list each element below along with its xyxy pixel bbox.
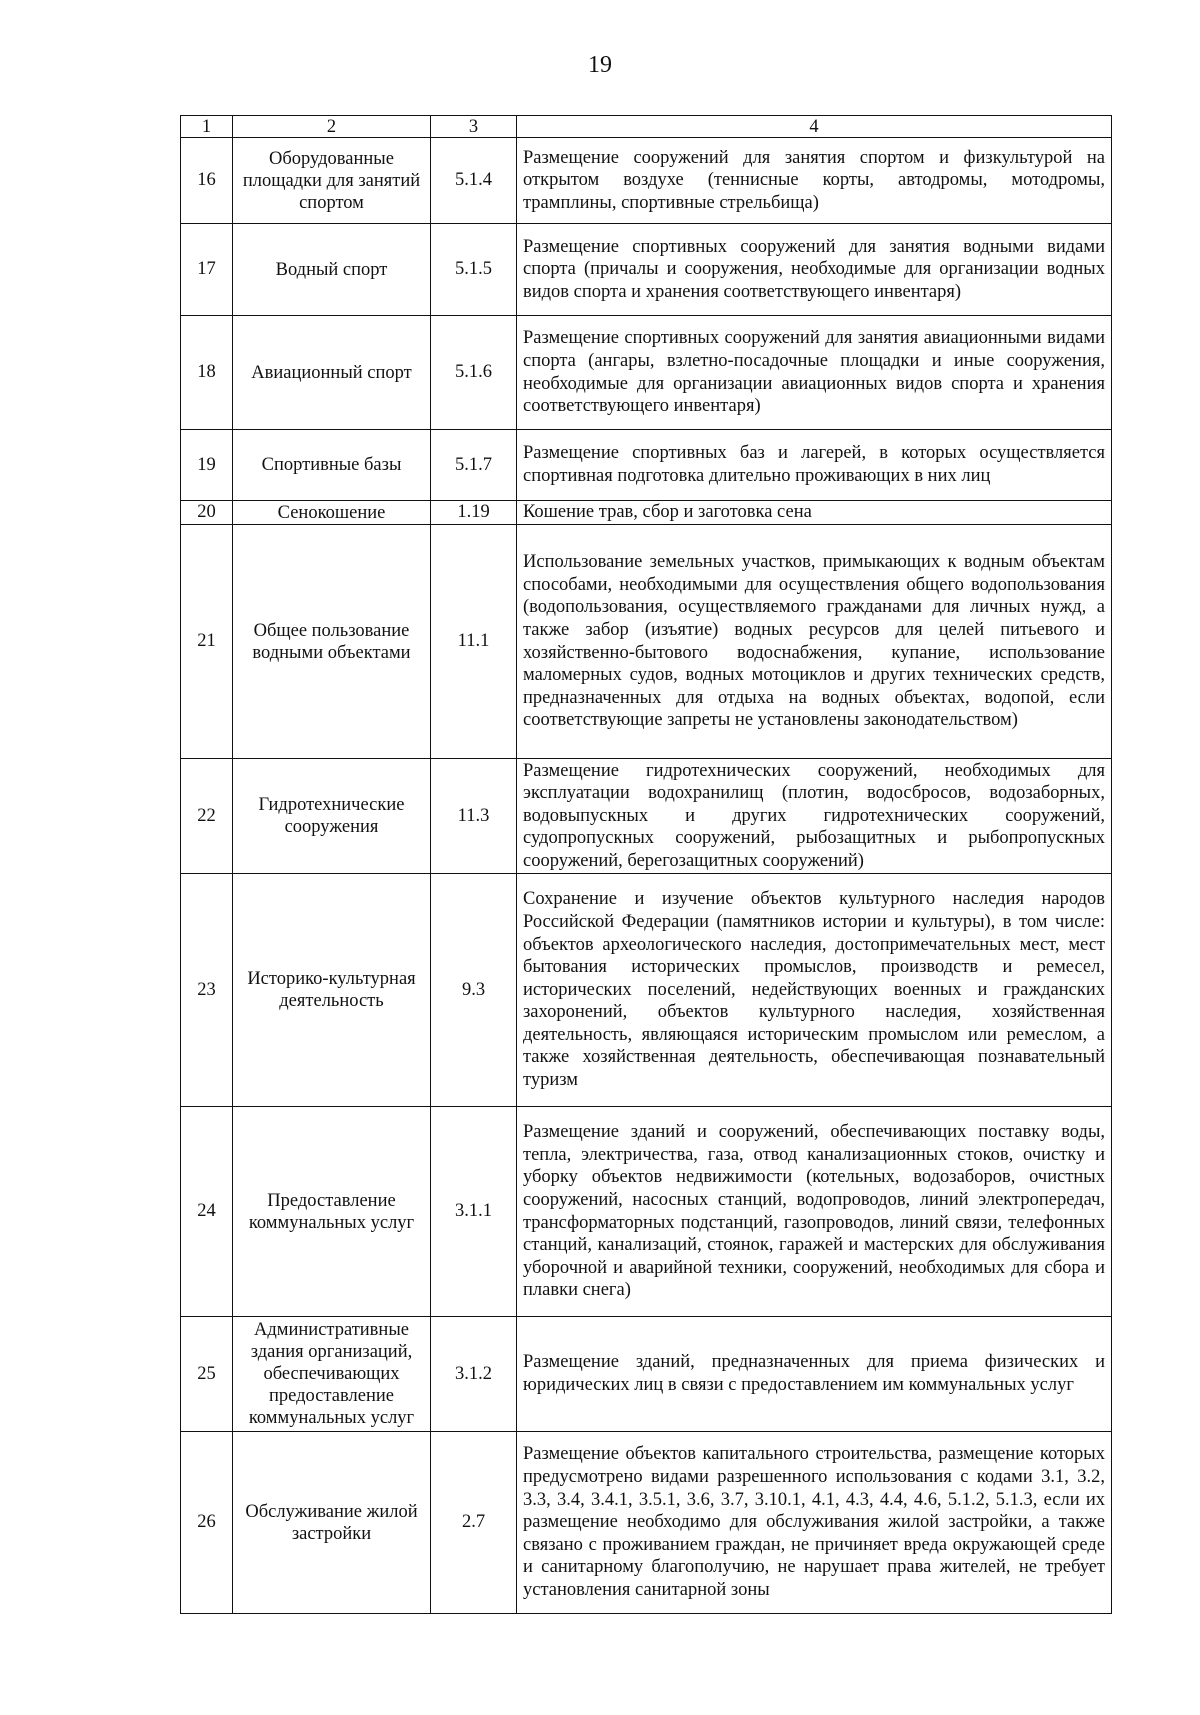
table-row [181,316,1112,430]
table-row [181,138,1112,224]
row-number: 18 [181,316,233,430]
header-cell-name: 2 [233,116,431,138]
land-use-table [180,115,1112,1614]
row-name: Общее пользование водными объектами [233,525,431,759]
row-name: Административные здания организаций, обеспечивающих предоставление коммунальных услуг [233,1317,431,1432]
table-row [181,1432,1112,1614]
row-code: 11.1 [431,525,517,759]
table-row [181,759,1112,874]
row-name: Историко-культурная деятельность [233,874,431,1107]
row-number: 17 [181,224,233,316]
header-cell-code: 3 [431,116,517,138]
row-description: Кошение трав, сбор и заготовка сена [517,501,1112,525]
table-row [181,1317,1112,1432]
row-code: 11.3 [431,759,517,874]
row-name: Спортивные базы [233,430,431,501]
row-number: 22 [181,759,233,874]
row-name: Авиационный спорт [233,316,431,430]
row-number: 20 [181,501,233,525]
row-description: Использование земельных участков, примыкающих к водным объектам способами, необходимыми для осуществления общего водопользования (водопользования, осуществляемого гражданами для личных нужд, а также забор (изъятие) водных ресурсов для целей питьевого и хозяйственно-бытового водоснабжения, купание, использование маломерных судов, водных мотоциклов и других технических средств, предназначенных для отдыха на водных объектах, водопой, если соответствующие запреты не установлены законодательством) [517,525,1112,759]
row-code: 9.3 [431,874,517,1107]
row-number: 23 [181,874,233,1107]
row-description: Размещение сооружений для занятия спортом и физкультурой на открытом воздухе (теннисные корты, автодромы, мотодромы, трамплины, спортивные стрельбища) [517,138,1112,224]
row-code: 5.1.5 [431,224,517,316]
table-row [181,525,1112,759]
table-row [181,1107,1112,1317]
row-code: 3.1.2 [431,1317,517,1432]
row-description: Размещение спортивных баз и лагерей, в которых осуществляется спортивная подготовка длительно проживающих в них лиц [517,430,1112,501]
row-name: Оборудованные площадки для занятий спортом [233,138,431,224]
row-code: 5.1.4 [431,138,517,224]
row-code: 2.7 [431,1432,517,1614]
page-number: 19 [588,52,612,78]
table-header-row [181,116,1112,138]
row-code: 5.1.7 [431,430,517,501]
header-cell-description: 4 [517,116,1112,138]
row-code: 3.1.1 [431,1107,517,1317]
row-number: 25 [181,1317,233,1432]
table-row [181,430,1112,501]
row-description: Размещение объектов капитального строительства, размещение которых предусмотрено видами разрешенного использования с кодами 3.1, 3.2, 3.3, 3.4, 3.4.1, 3.5.1, 3.6, 3.7, 3.10.1, 4.1, 4.3, 4.4, 4.6, 5.1.2, 5.1.3, если их размещение необходимо для обслуживания жилой застройки, а также связано с проживанием граждан, не причиняет вреда окружающей среде и санитарному благополучию, не нарушает права жителей, не требует установления санитарной зоны [517,1432,1112,1614]
row-number: 24 [181,1107,233,1317]
table-row [181,224,1112,316]
row-number: 19 [181,430,233,501]
row-name: Сенокошение [233,501,431,525]
header-cell-number: 1 [181,116,233,138]
table-row [181,874,1112,1107]
row-number: 26 [181,1432,233,1614]
row-description: Размещение зданий, предназначенных для приема физических и юридических лиц в связи с предоставлением им коммунальных услуг [517,1317,1112,1432]
row-name: Обслуживание жилой застройки [233,1432,431,1614]
row-code: 5.1.6 [431,316,517,430]
row-description: Размещение зданий и сооружений, обеспечивающих поставку воды, тепла, электричества, газа, отвод канализационных стоков, очистку и уборку объектов недвижимости (котельных, водозаборов, очистных сооружений, насосных станций, водопроводов, линий электропередач, трансформаторных подстанций, газопроводов, линий связи, телефонных станций, канализаций, стоянок, гаражей и мастерских для обслуживания уборочной и аварийной техники, сооружений, необходимых для сбора и плавки снега) [517,1107,1112,1317]
row-name: Предоставление коммунальных услуг [233,1107,431,1317]
row-description: Размещение спортивных сооружений для занятия водными видами спорта (причалы и сооружения, необходимые для организации водных видов спорта и хранения соответствующего инвентаря) [517,224,1112,316]
row-number: 21 [181,525,233,759]
row-code: 1.19 [431,501,517,525]
row-name: Водный спорт [233,224,431,316]
row-number: 16 [181,138,233,224]
row-description: Размещение гидротехнических сооружений, необходимых для эксплуатации водохранилищ (плотин, водосбросов, водозаборных, водовыпускных и других гидротехнических сооружений, судопропускных сооружений, рыбозащитных и рыбопропускных сооружений, берегозащитных сооружений) [517,759,1112,874]
table-row [181,501,1112,525]
row-description: Размещение спортивных сооружений для занятия авиационными видами спорта (ангары, взлетно-посадочные площадки и иные сооружения, необходимые для организации авиационных видов спорта и хранения соответствующего инвентаря) [517,316,1112,430]
row-name: Гидротехнические сооружения [233,759,431,874]
row-description: Сохранение и изучение объектов культурного наследия народов Российской Федерации (памятников истории и культуры), в том числе: объектов археологического наследия, достопримечательных мест, мест бытования исторических промыслов, производств и ремесел, исторических поселений, недействующих военных и гражданских захоронений, объектов культурного наследия, хозяйственная деятельность, являющаяся историческим промыслом или ремеслом, а также хозяйственная деятельность, обеспечивающая познавательный туризм [517,874,1112,1107]
